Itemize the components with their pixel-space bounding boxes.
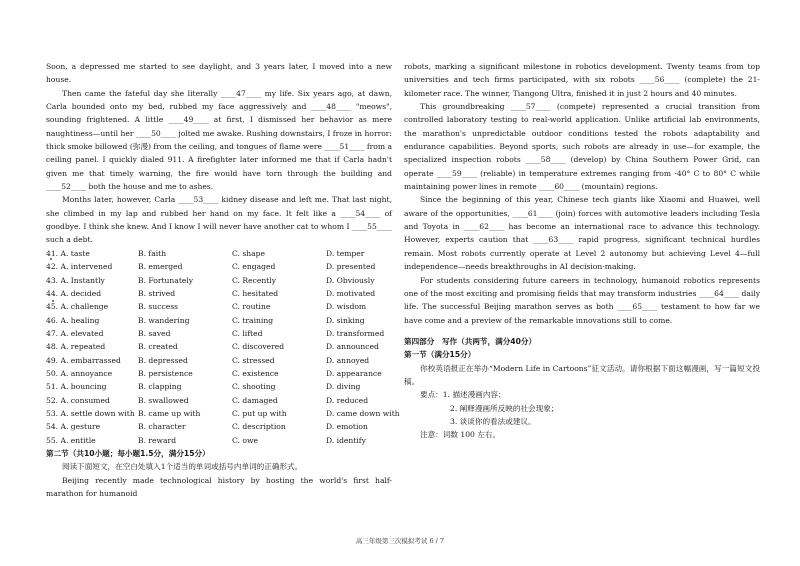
option-row	[46, 287, 392, 300]
options-table	[46, 247, 400, 447]
option-c: C. stressed	[232, 355, 275, 365]
option-b: B. wandering	[138, 315, 190, 325]
section-2-instructions: 阅读下面短文，在空白处填入1个适当的单词或括号内单词的正确形式。	[62, 462, 303, 472]
option-b: B. Fortunately	[138, 275, 194, 285]
requirement-2: 2. 阐释漫画所反映的社会现象；	[450, 403, 559, 413]
option-b: B. swallowed	[138, 395, 189, 405]
option-a: 42. A. intervened	[46, 262, 113, 272]
option-c: C. engaged	[232, 262, 276, 272]
option-d: D. reduced	[326, 395, 369, 405]
requirement-1: 1. 描述漫画内容；	[442, 390, 506, 400]
option-d: D. identify	[326, 435, 366, 445]
option-row	[46, 300, 392, 313]
option-a: 41. A. taste	[46, 248, 90, 258]
option-a: 55. A. entitle	[46, 435, 96, 445]
section-2-passage-start: Beijing recently made technological history by hosting the world's first half-marathon for humanoid	[46, 475, 392, 498]
option-row	[46, 327, 392, 340]
option-b: B. clapping	[138, 382, 182, 392]
option-c: C. routine	[232, 302, 271, 312]
left-column	[46, 60, 400, 500]
option-b: B. depressed	[138, 355, 188, 365]
option-c: C. discovered	[232, 342, 285, 352]
option-d: D. appearance	[326, 368, 382, 378]
option-a: 44. A. decided	[46, 288, 102, 298]
requirement-3: 3. 谈谈你的看法或建议。	[450, 416, 536, 426]
option-d: D. announced	[326, 342, 379, 352]
option-a: 47. A. elevated	[46, 328, 104, 338]
word-count-note: 注意：词数 100 左右。	[420, 430, 501, 440]
option-d: D. emotion	[326, 422, 368, 432]
option-row	[46, 367, 392, 380]
option-b: B. saved	[138, 328, 171, 338]
option-row	[46, 394, 392, 407]
option-d: D. annoyed	[326, 355, 370, 365]
option-a: 49. A. embarrassed	[46, 355, 121, 365]
section-2-heading: 第二节（共10小题；每小题1.5分，满分15分）	[46, 448, 210, 458]
option-b: B. faith	[138, 248, 167, 258]
part-4-heading: 第四部分 写作（共两节，满分40分）	[404, 336, 537, 346]
option-row	[46, 407, 400, 420]
option-c: C. damaged	[232, 395, 278, 405]
option-b: B. character	[138, 422, 186, 432]
option-d: D. motivated	[326, 288, 376, 298]
option-d: D. temper	[326, 248, 365, 258]
passage-paragraph-2: Then came the fateful day she literally ____47____ my life. Six years ago, at dawn, Carla bounded onto my bed, rubbed my face aggressively and ____48____ "meows", sounding frightened. A little ____49____ at first, I dismissed her behavior as mere naughtiness—until her ____50____ jolted me awake. Rushing downstairs, I froze in horror: thick smoke billowed (弥漫) from the ceiling, and tongues of flame were ____51____ from a ceiling panel. I quickly dialed 911. A firefighter later informed me that if Carla hadn't given me that timely warning, the fire would have torn through the building and ____52____ both the house and me to ashes.	[46, 88, 392, 192]
option-a: 51. A. bouncing	[46, 382, 107, 392]
grammar-paragraph-3: Since the beginning of this year, Chinese tech giants like Xiaomi and Huawei, well aware of the opportunities, ____61____ (join) forces with automotive leaders including Tesla and Toyota in ____62____ has become an international race to advance this technology. However, experts caution that ____63____ rapid progress, significant technical hurdles remain. Most robots currently operate at Level 2 autonomy but achieving Level 4—full independence—needs breakthroughs in AI decision-making.	[404, 195, 760, 272]
option-c: C. lifted	[232, 328, 263, 338]
option-c: C. description	[232, 422, 286, 432]
option-c: C. shape	[232, 248, 266, 258]
option-b: B. reward	[138, 435, 177, 445]
option-d: D. presented	[326, 262, 376, 272]
option-a: 52. A. consumed	[46, 395, 110, 405]
option-c: C. Recently	[232, 275, 276, 285]
passage-paragraph-3: Months later, however, Carla ____53____ kidney disease and left me. That last night, she climbed in my lap and rubbed her hand on my face. It felt like a ____54____ of goodbye. I think she knew. And I know I will never have another cat to whom I ____55____ such a debt.	[46, 195, 392, 245]
option-d: D. came down with	[326, 408, 400, 418]
option-row	[46, 420, 392, 433]
scan-speck	[50, 258, 52, 260]
option-a: 50. A. annoyance	[46, 368, 113, 378]
writing-task: 你校英语报正在举办“Modern Life in Cartoons”征文活动。请你根据下面这幅漫画，写一篇短文投稿。	[404, 363, 760, 386]
option-row	[46, 260, 392, 273]
option-b: B. success	[138, 302, 178, 312]
scan-speck	[52, 300, 54, 302]
option-row	[46, 274, 392, 287]
option-d: D. diving	[326, 382, 361, 392]
option-row	[46, 340, 392, 353]
option-a: 48. A. repeated	[46, 342, 106, 352]
writing-section-1-heading: 第一节（满分15分）	[404, 350, 476, 360]
option-c: C. put up with	[232, 408, 287, 418]
option-b: B. strived	[138, 288, 176, 298]
option-a: 53. A. settle down with	[46, 408, 135, 418]
option-c: C. training	[232, 315, 274, 325]
passage-paragraph-1: Soon, a depressed me started to see daylight, and 3 years later, I moved into a new house.	[46, 62, 392, 85]
option-d: D. transformed	[326, 328, 385, 338]
option-a: 46. A. healing	[46, 315, 100, 325]
option-a: 43. A. Instantly	[46, 275, 105, 285]
option-c: C. hesitated	[232, 288, 279, 298]
option-c: C. existence	[232, 368, 279, 378]
option-d: D. wisdom	[326, 302, 367, 312]
option-c: C. owe	[232, 435, 258, 445]
option-row	[46, 314, 392, 327]
option-row	[46, 434, 392, 447]
option-a: 54. A. gesture	[46, 422, 101, 432]
grammar-paragraph-1: robots, marking a significant milestone in robotics development. Twenty teams from top universities and tech firms participated, with six robots ____56____ (complete) the 21-kilometer race. The winner, Tiangong Ultra, finished it in just 2 hours and 40 minutes.	[404, 62, 760, 98]
right-column	[404, 60, 760, 442]
option-d: D. sinking	[326, 315, 365, 325]
option-row	[46, 354, 392, 367]
page-footer: 高三年级第三次模拟考试 6 / 7	[355, 537, 445, 545]
grammar-paragraph-2: This groundbreaking ____57____ (compete) represented a crucial transition from controlled laboratory testing to real-world application. Unlike artificial lab environments, the marathon's unpredictable outdoor conditions tested the robots adaptability and endurance capabilities. Beyond sports, such robots are already in use—for example, the specialized inspection robots ____58____ (develop) by China Southern Power Grid, can operate ____59____ (reliable) in temperature extremes ranging from -40° C to 80° C while maintaining power lines in remote ____60____ (mountain) regions.	[404, 102, 760, 192]
option-b: B. persistence	[138, 368, 193, 378]
option-c: C. shooting	[232, 382, 276, 392]
option-b: B. came up with	[138, 408, 201, 418]
option-row	[46, 380, 392, 393]
grammar-paragraph-4: For students considering future careers in technology, humanoid robotics represents one of the most exciting and promising fields that may transform industries ____64____ daily life. The successful Beijing marathon serves as both ____65____ testament to how far we have come and a preview of the remarkable innovations still to come.	[404, 275, 760, 325]
requirements-label: 要点：1. 描述漫画内容；	[420, 390, 506, 400]
option-a: 45. A. challenge	[46, 302, 109, 312]
option-d: D. Obviously	[326, 275, 375, 285]
option-b: B. emerged	[138, 262, 183, 272]
option-b: B. created	[138, 342, 178, 352]
option-row	[46, 247, 392, 260]
